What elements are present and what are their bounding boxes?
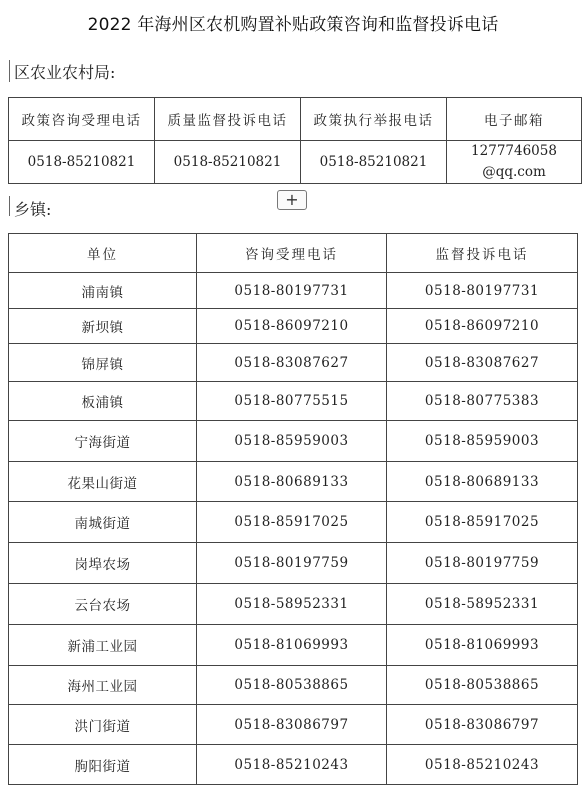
header-policy-consult: 政策咨询受理电话	[9, 98, 155, 141]
complaint-phone-cell: 0518-80689133	[387, 462, 578, 502]
consult-phone-cell: 0518-83087627	[197, 344, 387, 382]
consult-phone-cell: 0518-85917025	[197, 502, 387, 543]
table-row	[9, 705, 578, 745]
towns-section-label: 乡镇:	[14, 200, 52, 219]
consult-phone-cell: 0518-80775515	[197, 382, 387, 421]
enforcement-report-phone: 0518-85210821	[301, 141, 447, 184]
unit-cell: 板浦镇	[9, 382, 197, 421]
district-contact-table	[8, 97, 582, 184]
page-title: 2022 年海州区农机购置补贴政策咨询和监督投诉电话	[87, 15, 499, 35]
header-unit: 单位	[9, 234, 197, 273]
unit-cell: 新坝镇	[9, 309, 197, 344]
consult-phone-cell: 0518-80689133	[197, 462, 387, 502]
unit-cell: 云台农场	[9, 584, 197, 625]
email-line-1: 1277746058	[471, 143, 557, 159]
header-email: 电子邮箱	[447, 98, 582, 141]
consult-phone-cell: 0518-58952331	[197, 584, 387, 625]
complaint-phone-cell: 0518-80775383	[387, 382, 578, 421]
table-row	[9, 745, 578, 785]
unit-cell: 宁海街道	[9, 421, 197, 462]
consult-phone-cell: 0518-80197759	[197, 543, 387, 584]
complaint-phone-cell: 0518-80197759	[387, 543, 578, 584]
complaint-phone-cell: 0518-83087627	[387, 344, 578, 382]
district-header-row	[9, 98, 582, 141]
unit-cell: 朐阳街道	[9, 745, 197, 785]
unit-cell: 锦屏镇	[9, 344, 197, 382]
table-row	[9, 309, 578, 344]
complaint-phone-cell: 0518-83086797	[387, 705, 578, 745]
consult-phone-cell: 0518-85959003	[197, 421, 387, 462]
table-row	[9, 344, 578, 382]
consult-phone-cell: 0518-86097210	[197, 309, 387, 344]
email-cell	[447, 141, 582, 184]
complaint-phone-cell: 0518-85959003	[387, 421, 578, 462]
table-row	[9, 462, 578, 502]
unit-cell: 浦南镇	[9, 273, 197, 309]
complaint-phone-cell: 0518-85917025	[387, 502, 578, 543]
unit-cell: 岗埠农场	[9, 543, 197, 584]
unit-cell: 洪门街道	[9, 705, 197, 745]
consult-phone-cell: 0518-80197731	[197, 273, 387, 309]
expand-button[interactable]: +	[277, 190, 307, 210]
complaint-phone-cell: 0518-86097210	[387, 309, 578, 344]
complaint-phone-cell: 0518-80538865	[387, 666, 578, 705]
table-row	[9, 273, 578, 309]
header-consult-phone: 咨询受理电话	[197, 234, 387, 273]
policy-consult-phone: 0518-85210821	[9, 141, 155, 184]
consult-phone-cell: 0518-80538865	[197, 666, 387, 705]
table-row	[9, 382, 578, 421]
table-row	[9, 421, 578, 462]
table-row	[9, 502, 578, 543]
quality-complaint-phone: 0518-85210821	[155, 141, 301, 184]
complaint-phone-cell: 0518-85210243	[387, 745, 578, 785]
consult-phone-cell: 0518-81069993	[197, 625, 387, 666]
complaint-phone-cell: 0518-80197731	[387, 273, 578, 309]
district-data-row	[9, 141, 582, 184]
complaint-phone-cell: 0518-58952331	[387, 584, 578, 625]
header-enforcement-report: 政策执行举报电话	[301, 98, 447, 141]
unit-cell: 海州工业园	[9, 666, 197, 705]
unit-cell: 南城街道	[9, 502, 197, 543]
table-row	[9, 584, 578, 625]
header-quality-complaint: 质量监督投诉电话	[155, 98, 301, 141]
text-cursor-mark	[9, 60, 10, 82]
table-row	[9, 625, 578, 666]
table-row	[9, 666, 578, 705]
text-cursor-mark	[9, 196, 10, 216]
unit-cell: 新浦工业园	[9, 625, 197, 666]
table-row	[9, 543, 578, 584]
towns-header-row	[9, 234, 578, 273]
consult-phone-cell: 0518-85210243	[197, 745, 387, 785]
unit-cell: 花果山街道	[9, 462, 197, 502]
consult-phone-cell: 0518-83086797	[197, 705, 387, 745]
complaint-phone-cell: 0518-81069993	[387, 625, 578, 666]
towns-contact-table	[8, 233, 578, 785]
email-line-2: @qq.com	[482, 164, 546, 180]
header-complaint-phone: 监督投诉电话	[387, 234, 578, 273]
district-section-label: 区农业农村局:	[14, 63, 116, 82]
